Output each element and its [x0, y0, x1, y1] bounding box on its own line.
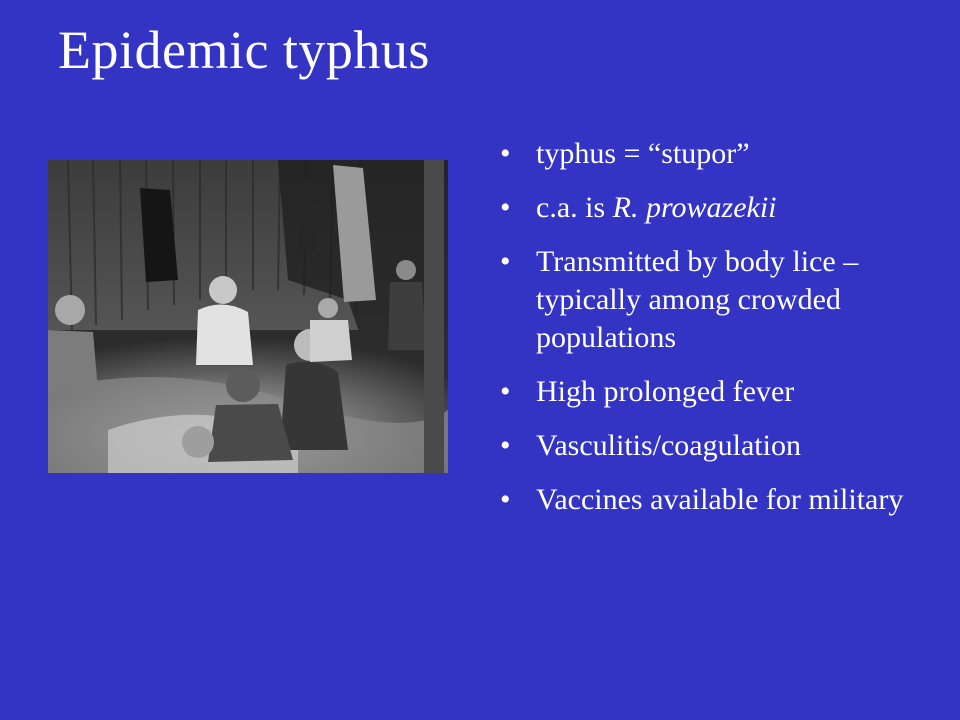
bullet-marker: •: [500, 483, 511, 516]
bullet-text: Vasculitis/coagulation: [536, 429, 801, 462]
slide-title: Epidemic typhus: [58, 20, 430, 80]
bullet-text: Vaccines available for military: [536, 483, 904, 516]
bullet-item: [500, 189, 920, 227]
bullet-item: [500, 427, 920, 465]
organism-name: R. prowazekii: [612, 191, 777, 224]
bullet-list: [500, 135, 920, 535]
bullet-text: c.a. is: [536, 191, 613, 224]
bullet-item: [500, 135, 920, 173]
bullet-marker: •: [500, 191, 511, 224]
bullet-item: [500, 481, 920, 519]
bullet-marker: •: [500, 245, 511, 278]
bullet-item: [500, 373, 920, 411]
bullet-marker: •: [500, 375, 511, 408]
historical-photo: [48, 160, 448, 473]
bullet-text: High prolonged fever: [536, 375, 795, 408]
bullet-text: Transmitted by body lice – typically among crowded populations: [536, 245, 859, 354]
bullet-marker: •: [500, 137, 511, 170]
bullet-item: [500, 243, 920, 357]
bullet-marker: •: [500, 429, 511, 462]
bullet-text: typhus = “stupor”: [536, 137, 750, 170]
